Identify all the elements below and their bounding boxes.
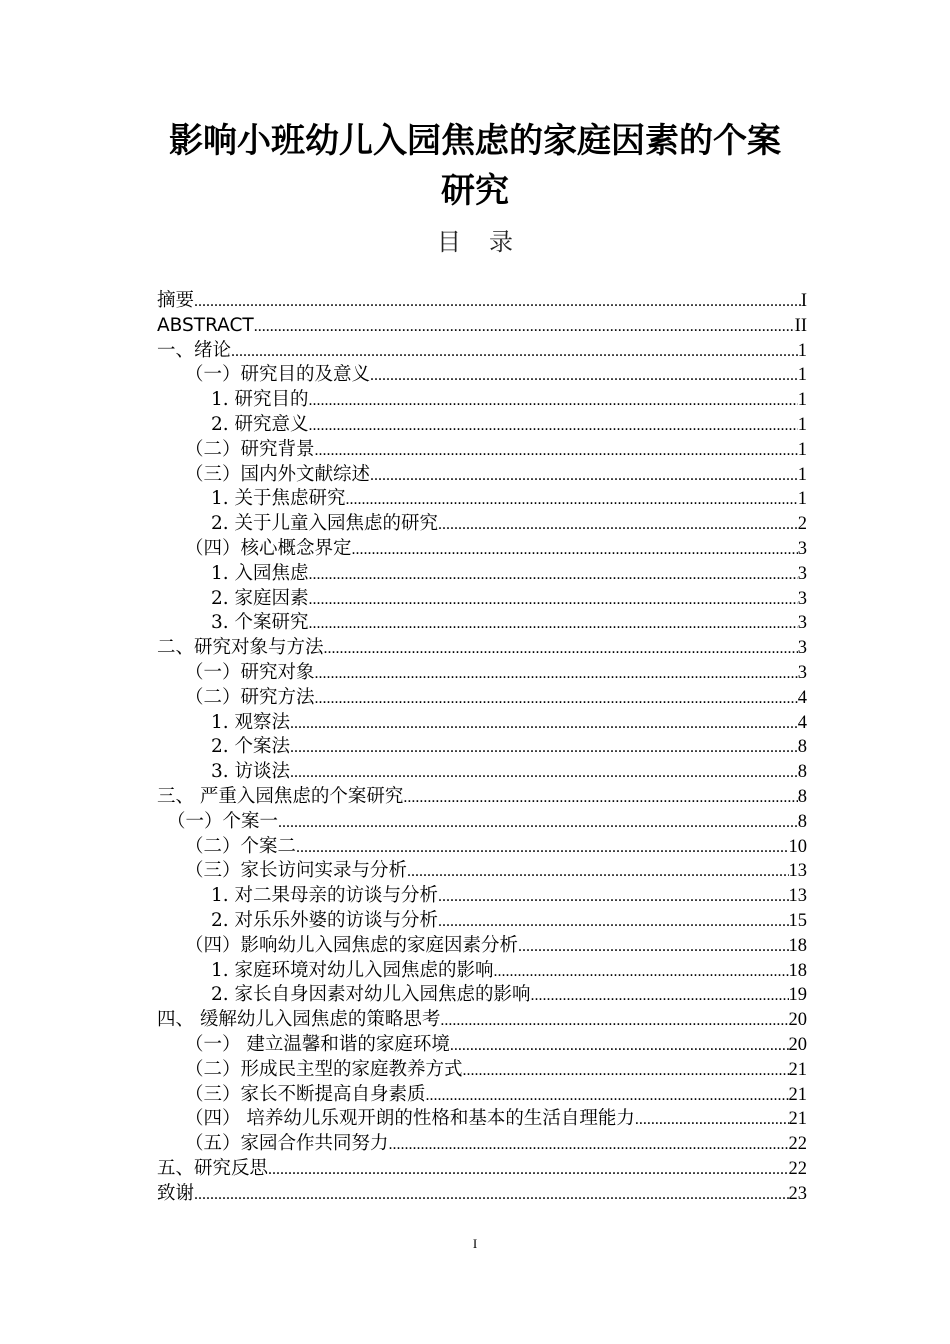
toc-entry-page: 15 <box>788 910 807 931</box>
toc-entry-label: （四）影响幼儿入园焦虑的家庭因素分析 <box>185 934 519 956</box>
toc-entry-page: 8 <box>797 786 807 807</box>
toc-leader-dots <box>370 363 798 388</box>
document-title-line-1: 影响小班幼儿入园焦虑的家庭因素的个案 <box>169 121 781 161</box>
toc-leader-dots <box>290 760 798 785</box>
toc-entry-page: I <box>800 291 807 311</box>
toc-entry-label: （一）个案一 <box>167 810 279 832</box>
toc-entry-label: （一）研究目的及意义 <box>185 364 371 386</box>
toc-leader-dots <box>309 562 798 587</box>
toc-entry[interactable] <box>157 512 807 537</box>
toc-entry-page: 4 <box>797 687 807 708</box>
toc-leader-dots <box>290 735 798 760</box>
toc-leader-dots <box>531 983 789 1008</box>
toc-entry-label: （二）形成民主型的家庭教养方式 <box>185 1058 463 1080</box>
toc-leader-dots <box>194 1182 788 1207</box>
toc-entry[interactable] <box>157 959 807 984</box>
toc-leader-dots <box>290 711 798 736</box>
toc-entry-page: 8 <box>797 811 807 832</box>
toc-entry-label: （三）国内外文献综述 <box>185 463 371 485</box>
toc-entry[interactable] <box>157 587 807 612</box>
toc-heading: 目录 <box>437 228 541 256</box>
toc-entry[interactable] <box>157 463 807 488</box>
toc-entry-page: 3 <box>797 613 807 634</box>
toc-entry[interactable] <box>157 339 807 364</box>
toc-leader-dots <box>309 413 798 438</box>
toc-leader-dots <box>315 438 798 463</box>
toc-leader-dots <box>231 339 798 364</box>
toc-entry-page: 3 <box>797 588 807 609</box>
toc-entry-page: 23 <box>788 1183 807 1204</box>
toc-entry-label: 摘要 <box>157 290 195 311</box>
page-number: I <box>472 1236 478 1251</box>
toc-entry[interactable] <box>157 1132 807 1157</box>
toc-entry-label: （三）家长访问实录与分析 <box>185 860 408 882</box>
table-of-contents <box>157 289 807 1206</box>
toc-entry-label: 一、绪论 <box>157 339 232 361</box>
toc-leader-dots <box>309 611 798 636</box>
toc-leader-dots <box>403 785 797 810</box>
toc-leader-dots <box>309 587 798 612</box>
toc-entry-label: ABSTRACT <box>157 314 254 336</box>
toc-entry[interactable] <box>157 661 807 686</box>
toc-entry-page: 20 <box>788 1034 807 1055</box>
toc-entry-page: 1 <box>797 464 807 485</box>
toc-leader-dots <box>450 1033 789 1058</box>
toc-entry-label: 1. 家庭环境对幼儿入园焦虑的影响 <box>211 959 494 981</box>
toc-entry-page: 18 <box>788 935 807 956</box>
toc-entry[interactable] <box>157 537 807 562</box>
toc-entry-page: 20 <box>788 1010 807 1031</box>
toc-entry[interactable] <box>157 1083 807 1108</box>
toc-entry[interactable] <box>157 711 807 736</box>
toc-leader-dots <box>463 1058 789 1083</box>
toc-leader-dots <box>370 463 798 488</box>
toc-leader-dots <box>352 537 798 562</box>
toc-entry[interactable] <box>157 760 807 785</box>
toc-leader-dots <box>389 1132 789 1157</box>
toc-leader-dots <box>278 810 798 835</box>
toc-leader-dots <box>324 636 798 661</box>
toc-entry[interactable] <box>157 438 807 463</box>
toc-entry-label: （二）研究方法 <box>185 686 315 708</box>
toc-entry[interactable] <box>157 611 807 636</box>
toc-entry-label: 1. 关于焦虑研究 <box>211 488 346 510</box>
toc-leader-dots <box>426 1083 789 1108</box>
toc-entry[interactable] <box>157 735 807 760</box>
toc-entry[interactable] <box>157 1058 807 1083</box>
toc-leader-dots <box>440 1008 788 1033</box>
toc-entry-page: 3 <box>797 538 807 559</box>
toc-entry-label: （一）研究对象 <box>185 661 315 683</box>
toc-entry-page: 10 <box>788 836 807 857</box>
toc-entry[interactable] <box>157 1182 807 1207</box>
toc-entry[interactable] <box>157 636 807 661</box>
toc-entry-page: 22 <box>788 1158 807 1179</box>
toc-entry-page: 4 <box>797 712 807 733</box>
toc-leader-dots <box>309 388 798 413</box>
toc-entry-label: 1. 观察法 <box>211 711 291 733</box>
toc-entry[interactable] <box>157 562 807 587</box>
toc-entry[interactable] <box>157 1008 807 1033</box>
toc-entry[interactable] <box>157 859 807 884</box>
toc-entry[interactable] <box>157 934 807 959</box>
toc-entry-label: （二）研究背景 <box>185 438 315 460</box>
toc-entry-page: 3 <box>797 638 807 659</box>
toc-entry-page: II <box>794 315 807 336</box>
toc-entry-page: 18 <box>788 960 807 981</box>
toc-entry[interactable] <box>157 314 807 339</box>
toc-entry-label: （四）核心概念界定 <box>185 537 352 559</box>
toc-entry-label: 1. 入园焦虑 <box>211 562 309 584</box>
toc-entry-page: 21 <box>788 1059 807 1080</box>
toc-leader-dots <box>194 289 801 314</box>
toc-entry-page: 3 <box>797 662 807 683</box>
toc-leader-dots <box>407 859 788 884</box>
toc-entry-label: 1. 研究目的 <box>211 389 309 411</box>
toc-entry[interactable] <box>157 909 807 934</box>
toc-entry-label: 五、研究反思 <box>157 1157 269 1179</box>
toc-entry[interactable] <box>157 785 807 810</box>
toc-entry-page: 21 <box>788 1109 807 1130</box>
toc-entry[interactable] <box>157 388 807 413</box>
toc-entry[interactable] <box>157 1157 807 1182</box>
toc-entry-page: 2 <box>797 514 807 535</box>
toc-entry-label: 致谢 <box>157 1182 195 1204</box>
toc-leader-dots <box>438 884 788 909</box>
document-title-line-2: 研究 <box>441 171 509 211</box>
toc-entry[interactable] <box>157 413 807 438</box>
toc-entry-page: 1 <box>797 390 807 411</box>
toc-entry[interactable] <box>157 1107 807 1132</box>
toc-entry[interactable] <box>157 487 807 512</box>
toc-leader-dots <box>346 487 798 512</box>
toc-entry-page: 1 <box>797 340 807 361</box>
toc-leader-dots <box>635 1107 789 1132</box>
toc-leader-dots <box>438 909 788 934</box>
toc-entry-label: 三、 严重入园焦虑的个案研究 <box>157 785 404 807</box>
toc-entry-page: 21 <box>788 1084 807 1105</box>
toc-entry-label: 2. 家庭因素 <box>211 587 309 609</box>
toc-leader-dots <box>254 314 795 339</box>
toc-entry[interactable] <box>157 1033 807 1058</box>
toc-entry[interactable] <box>157 810 807 835</box>
toc-entry-label: 2. 关于儿童入园焦虑的研究 <box>211 513 439 535</box>
toc-leader-dots <box>518 934 788 959</box>
toc-entry-page: 19 <box>788 985 807 1006</box>
toc-leader-dots <box>296 835 788 860</box>
toc-entry[interactable] <box>157 686 807 711</box>
toc-entry-page: 1 <box>797 365 807 386</box>
toc-entry-page: 22 <box>788 1134 807 1155</box>
toc-leader-dots <box>315 686 798 711</box>
toc-entry-label: 3. 个案研究 <box>211 612 309 634</box>
toc-entry-label: （四） 培养幼儿乐观开朗的性格和基本的生活自理能力 <box>185 1108 635 1130</box>
toc-entry[interactable] <box>157 884 807 909</box>
toc-entry-label: 3. 访谈法 <box>211 761 291 783</box>
toc-entry-page: 1 <box>797 439 807 460</box>
toc-entry[interactable] <box>157 363 807 388</box>
toc-entry-page: 3 <box>797 563 807 584</box>
toc-entry-page: 1 <box>797 414 807 435</box>
toc-entry-label: （三）家长不断提高自身素质 <box>185 1083 426 1105</box>
toc-leader-dots <box>438 512 798 537</box>
toc-entry[interactable] <box>157 289 807 314</box>
toc-leader-dots <box>494 959 789 984</box>
toc-entry-page: 1 <box>797 489 807 510</box>
toc-entry-label: （二）个案二 <box>185 835 297 857</box>
toc-leader-dots <box>268 1157 788 1182</box>
toc-entry-label: 四、 缓解幼儿入园焦虑的策略思考 <box>157 1009 441 1031</box>
toc-leader-dots <box>315 661 798 686</box>
toc-entry-page: 13 <box>788 861 807 882</box>
toc-entry-label: （五）家园合作共同努力 <box>185 1133 389 1155</box>
toc-entry-label: 2. 研究意义 <box>211 413 309 435</box>
toc-entry-label: （一） 建立温馨和谐的家庭环境 <box>185 1033 450 1055</box>
toc-entry-page: 13 <box>788 886 807 907</box>
toc-entry-page: 8 <box>797 762 807 783</box>
toc-entry-label: 2. 对乐乐外婆的访谈与分析 <box>211 909 439 931</box>
toc-entry[interactable] <box>157 983 807 1008</box>
toc-entry-label: 二、研究对象与方法 <box>157 637 324 659</box>
toc-entry-page: 8 <box>797 737 807 758</box>
toc-entry-label: 2. 个案法 <box>211 736 291 758</box>
toc-entry-label: 2. 家长自身因素对幼儿入园焦虑的影响 <box>211 984 531 1006</box>
toc-entry-label: 1. 对二果母亲的访谈与分析 <box>211 885 439 907</box>
toc-entry[interactable] <box>157 835 807 860</box>
